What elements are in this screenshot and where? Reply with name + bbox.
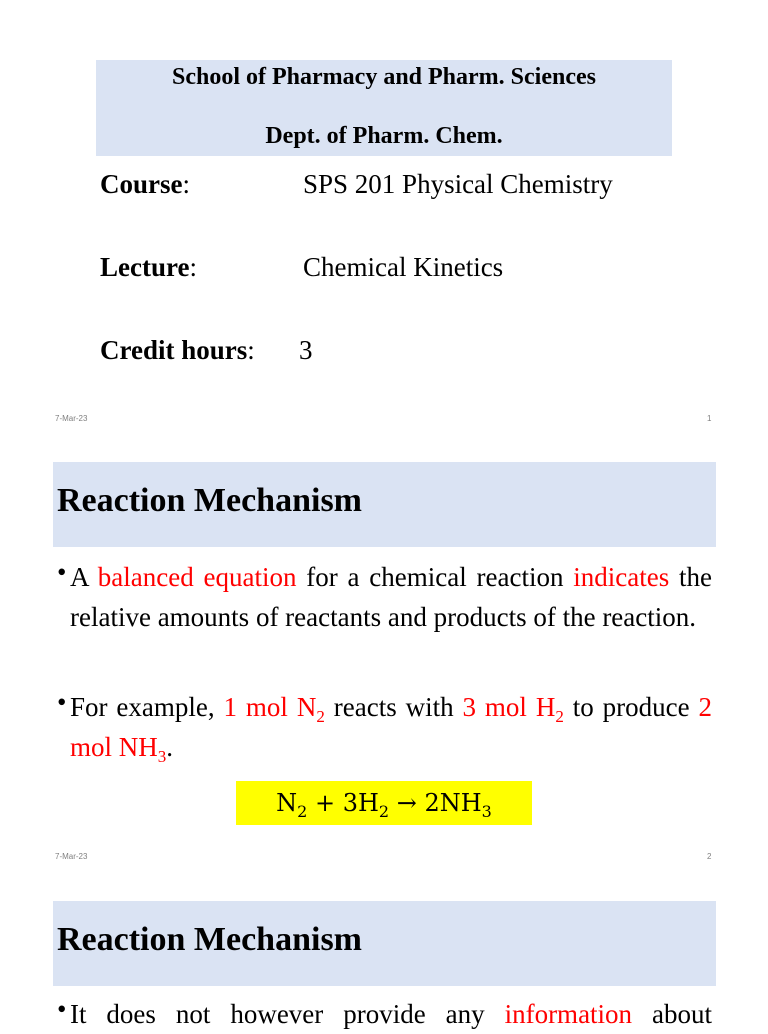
lecture-value: Chemical Kinetics: [303, 252, 504, 282]
slide-date: 7-Mar-23: [55, 414, 88, 423]
bullet-marker: •: [57, 687, 67, 717]
bullet-paragraph: For example, 1 mol $N_2$ reacts with 3 mol $H_2$ to produce 2 mol $NH_3$.: [70, 692, 712, 766]
slide-date: 7-Mar-23: [55, 852, 88, 861]
slide-number: 1: [707, 414, 712, 423]
credit-hours-label: Credit hours:: [100, 335, 255, 365]
course-value: SPS 201 Physical Chemistry: [303, 169, 613, 199]
department-name: Dept. of Pharm. Chem.: [265, 123, 503, 149]
slide-title: Reaction Mechanism: [57, 482, 363, 519]
bullet-marker: •: [57, 557, 67, 587]
slide-number: 2: [707, 852, 712, 861]
slide-title: Reaction Mechanism: [57, 921, 363, 958]
chemical-equation: $N_2 + 3H_2 \to 2NH_3$: [276, 789, 492, 821]
school-name: School of Pharmacy and Pharm. Sciences: [172, 64, 596, 90]
bullet-paragraph: A balanced equation for a chemical reaction indicates the relative amounts of reactants and products of the reaction.: [70, 562, 712, 632]
course-label: Course:: [100, 169, 191, 199]
bullet-marker: •: [57, 994, 67, 1024]
credit-hours-value: 3: [299, 335, 313, 365]
bullet-paragraph: It does not however provide any information about: [70, 999, 712, 1029]
lecture-label: Lecture:: [100, 252, 197, 282]
